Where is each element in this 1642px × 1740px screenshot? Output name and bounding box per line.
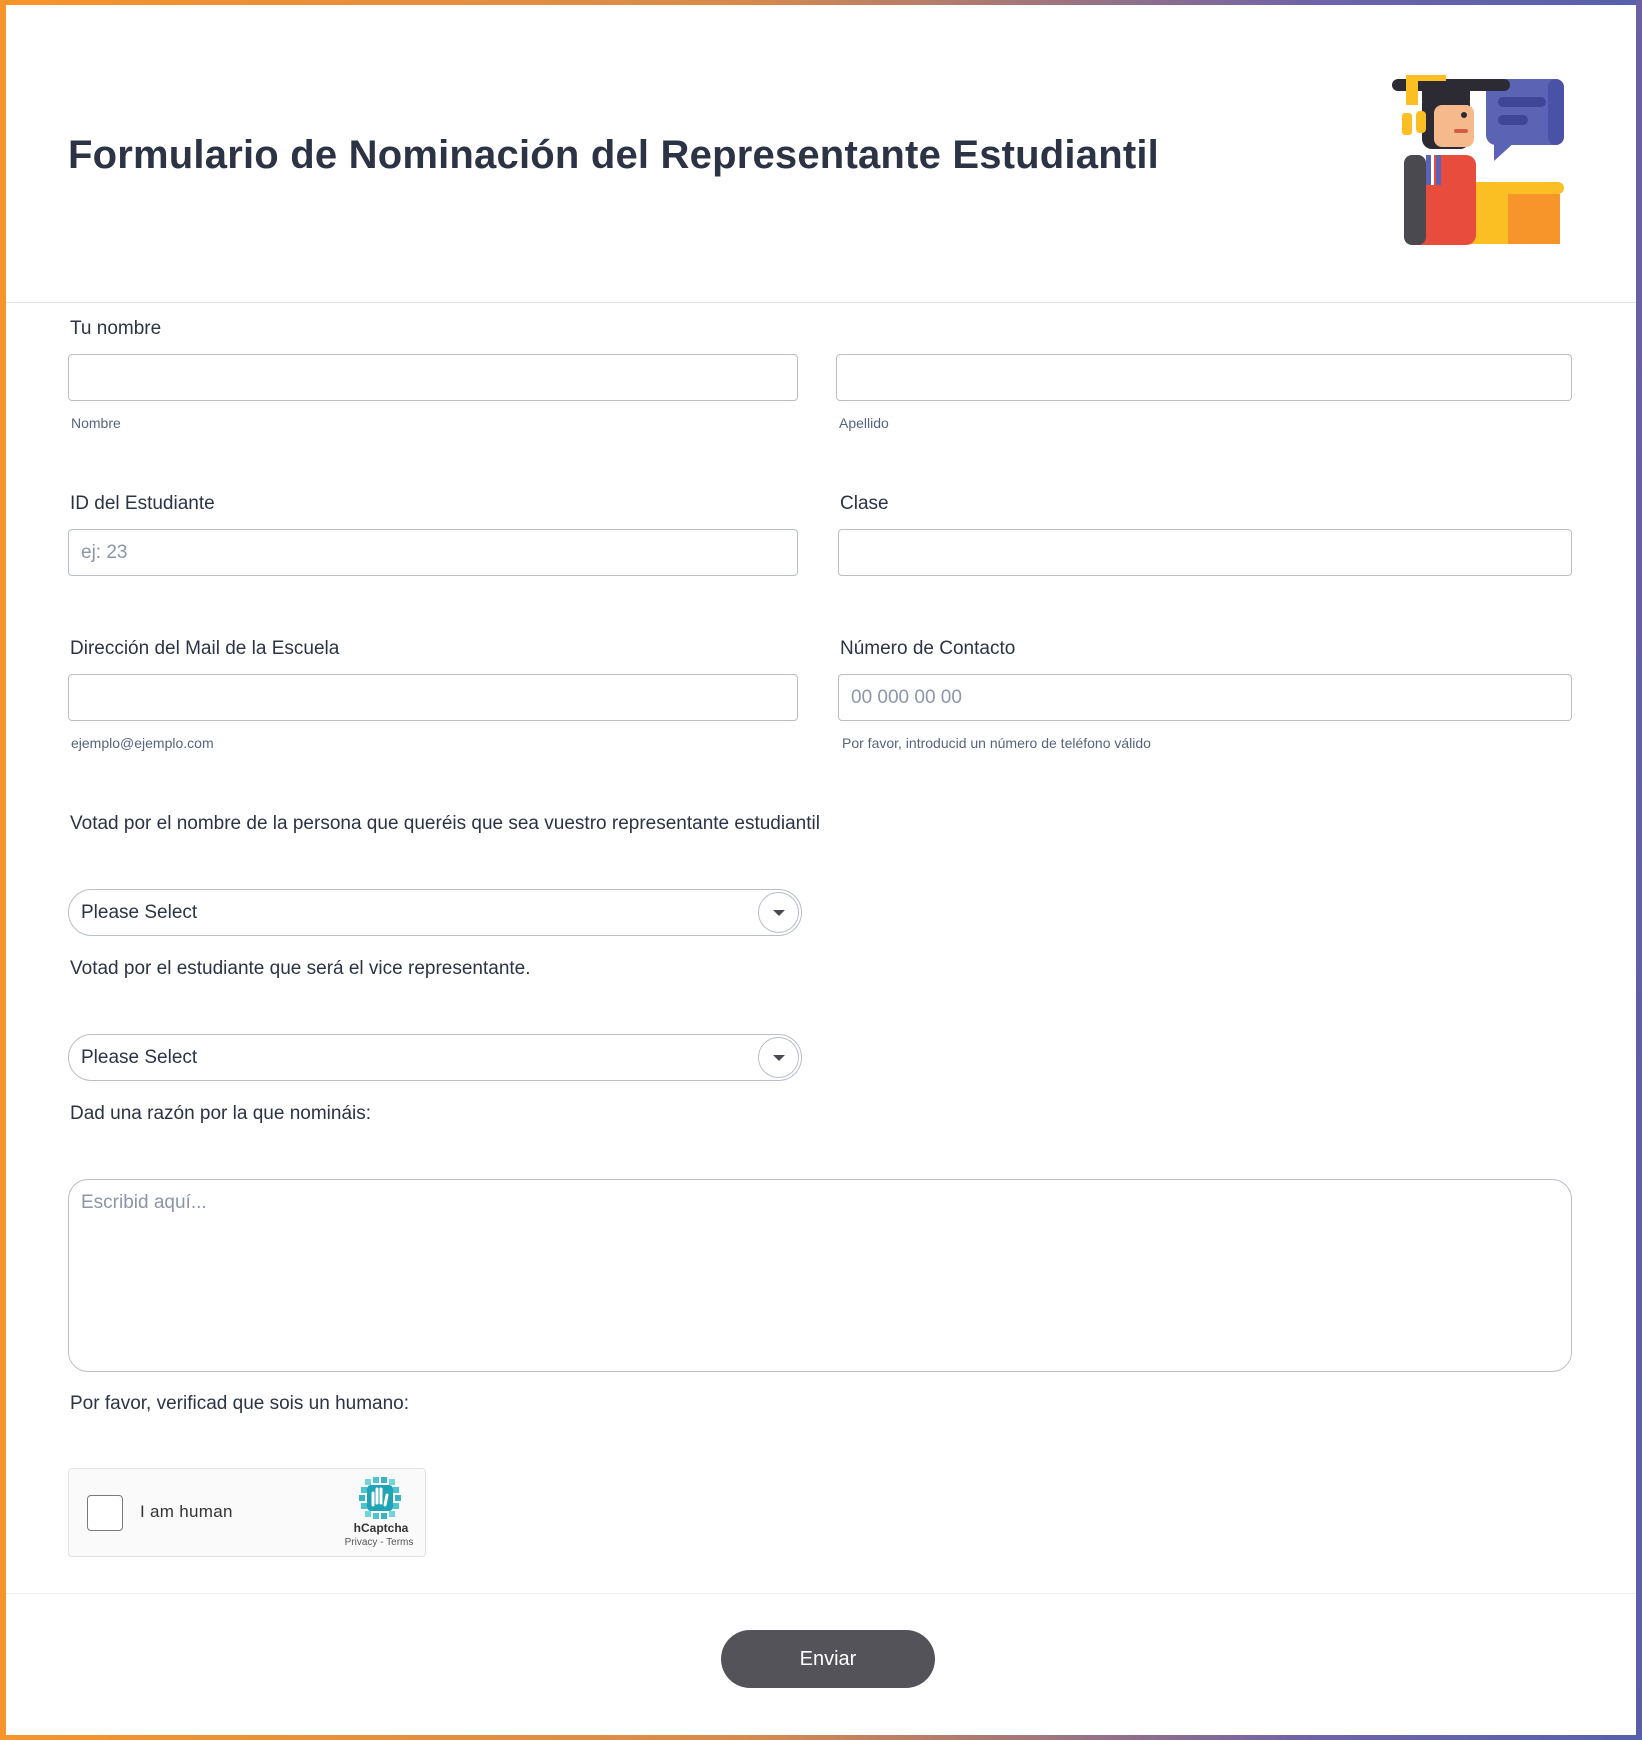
hcaptcha-widget	[68, 1468, 426, 1557]
captcha-label: Por favor, verificad que sois un humano:	[70, 1393, 410, 1414]
submit-button[interactable]: Enviar	[721, 1630, 935, 1688]
reason-label: Dad una razón por la que nomináis:	[70, 1103, 372, 1124]
hcaptcha-logo-icon	[359, 1477, 401, 1519]
form-header	[6, 5, 1636, 303]
frame-border-right	[1636, 0, 1642, 1740]
email-label: Dirección del Mail de la Escuela	[70, 638, 340, 659]
first-name-sublabel: Nombre	[71, 415, 121, 431]
name-label: Tu nombre	[70, 318, 162, 339]
chevron-down-icon[interactable]	[758, 892, 799, 933]
student-id-label: ID del Estudiante	[70, 493, 215, 514]
reason-textarea[interactable]	[68, 1179, 1572, 1372]
chevron-down-icon[interactable]	[758, 1037, 799, 1078]
hcaptcha-brand: hCaptcha	[353, 1521, 409, 1535]
captcha-checkbox[interactable]	[87, 1495, 123, 1531]
form-card	[6, 5, 1636, 1735]
student-speaker-icon	[1376, 75, 1576, 245]
last-name-input[interactable]	[836, 354, 1572, 401]
last-name-sublabel: Apellido	[839, 415, 889, 431]
captcha-checkbox-text: I am human	[140, 1502, 233, 1521]
first-name-input[interactable]	[68, 354, 798, 401]
vote-representative-value: Please Select	[81, 902, 198, 923]
vote-vice-select[interactable]	[68, 1034, 802, 1081]
email-sublabel: ejemplo@ejemplo.com	[71, 735, 214, 751]
class-label: Clase	[840, 493, 889, 514]
vote-representative-select[interactable]	[68, 889, 802, 936]
page-title: Formulario de Nominación del Representante Estudiantil	[68, 133, 1159, 177]
email-input[interactable]	[68, 674, 798, 721]
phone-input[interactable]	[838, 674, 1572, 721]
frame-border-bottom	[0, 1735, 1642, 1740]
class-input[interactable]	[838, 529, 1572, 576]
vote-vice-label: Votad por el estudiante que será el vice representante.	[70, 958, 531, 979]
phone-label: Número de Contacto	[840, 638, 1016, 659]
hcaptcha-links[interactable]: Privacy - Terms	[344, 1537, 414, 1548]
phone-sublabel: Por favor, introducid un número de teléfono válido	[842, 735, 1151, 751]
vote-vice-value: Please Select	[81, 1047, 198, 1068]
vote-representative-label: Votad por el nombre de la persona que queréis que sea vuestro representante estudiantil	[70, 813, 820, 834]
footer-divider	[6, 1593, 1636, 1594]
student-id-input[interactable]	[68, 529, 798, 576]
